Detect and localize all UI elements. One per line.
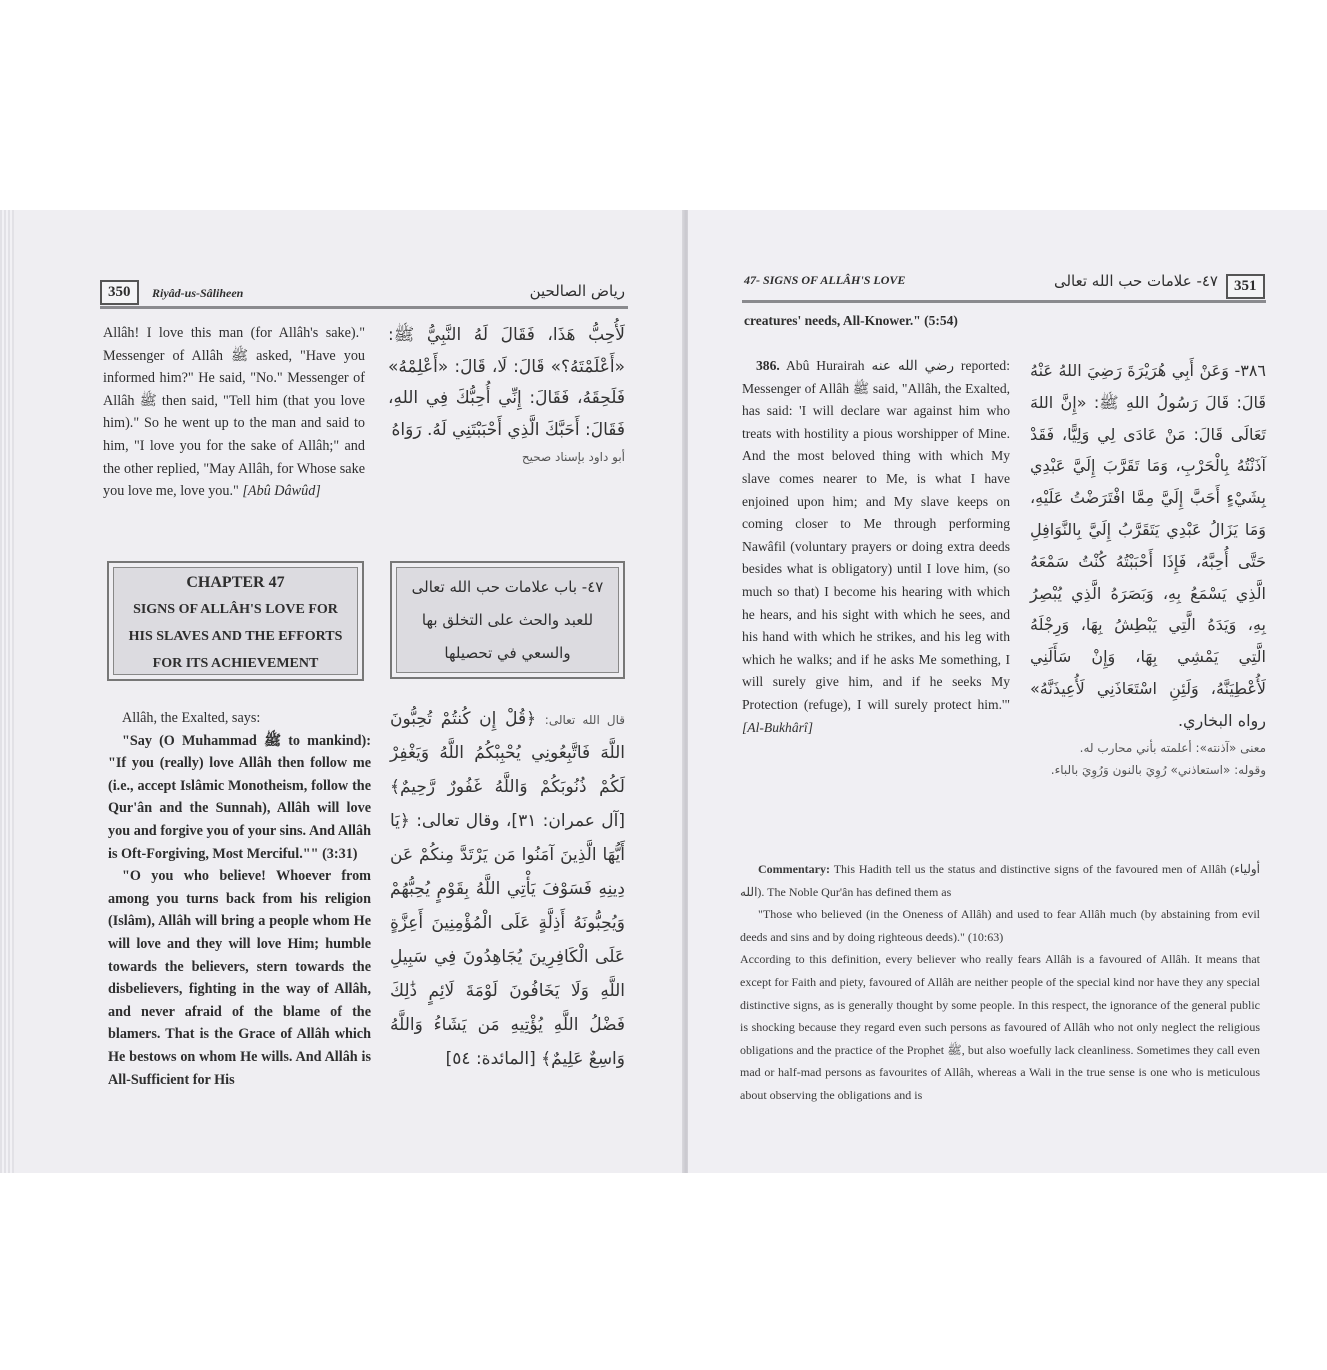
arabic-verses-intro: قال الله تعالى: [544,713,626,727]
page-number: 351 [1226,274,1265,299]
chapter-number: CHAPTER 47 [186,574,285,591]
chapter-heading-arabic-box [390,561,625,679]
commentary-paragraph-3: According to this definition, every believer who really fears Allâh is a favoured of Allâh. It means that except for Faith and piety, favoured of Allâh are neither people of the special kind nor have they any special distinctive signs, as is generally thought by some people. In this respect, the ignorance of the general public is shocking because they regard even such persons as favoured of Allâh who not only neglect the religious obligations and the practice of the Prophet ﷺ, but also woefully lack cleanliness. Sometimes they call even mad or half-mad persons as favourites of Allâh, whereas a Wali in the true sense is one who is meticulous about observing the obligations and is [740,952,1260,1102]
english-verses-block [108,707,371,1091]
running-header-arabic: رياض الصالحين [529,282,625,300]
header-rule [742,300,1266,303]
verse-3-31: "Say (O Muhammad ﷺ to mankind): "If you (really) love Allâh then follow me (i.e., accept Islâmic Monotheism, follow the Qur'ân and the Sunnah), Allâh will love you and forgive you of your sins. And Allâh is Oft-Forgiving, Most Merciful."" (3:31) [108,732,372,862]
chapter-title: SIGNS OF ALLÂH'S LOVE FOR HIS SLAVES AND THE EFFORTS FOR ITS ACHIEVEMENT [128,602,343,671]
arabic-text-block [388,320,625,468]
commentary-paragraph-1: This Hadith tell us the status and distinctive signs of the favoured men of Allâh (أولياء الله). The Noble Qur'ân has defined them as [740,862,1260,899]
open-book [0,210,1327,1173]
commentary-label: Commentary: [758,862,830,876]
arabic-hadith-block [1030,355,1266,781]
verse-continuation: creatures' needs, All-Knower." (5:54) [744,313,958,328]
chapter-title-arabic: ٤٧- باب علامات حب الله تعالى للعبد والحث على التخلق بها والسعي في تحصيلها [411,578,604,662]
page-edges [0,210,14,1173]
arabic-hadith-source: أبو داود بإسناد صحيح [521,450,625,464]
hadith-source: [Al-Bukhârî] [742,719,813,735]
english-hadith-block [742,355,1010,739]
arabic-note-1: معنى «آذنته»: أعلمته بأني محارب له. [1079,740,1266,755]
running-header-title: Riyâd-us-Sâliheen [152,286,244,300]
arabic-note-2: وقوله: «استعاذني» رُوِيَ بالنون وَرُوِيَ بالباء. [1050,762,1266,777]
page-number: 350 [100,280,139,305]
verses-intro: Allâh, the Exalted, says: [122,710,261,726]
arabic-verses: ﴿قُلْ إِن كُنتُمْ تُحِبُّونَ اللَّهَ فَاتَّبِعُونِي يُحْبِبْكُمُ اللَّهُ وَيَغْفِرْ لَكُمْ ذُنُوبَكُمْ وَاللَّهُ غَفُورٌ رَّحِيمٌ﴾ [آل عمران: ٣١]، وقال تعالى: ﴿يَا أَيُّهَا الَّذِينَ آمَنُوا مَن يَرْتَدَّ مِنكُمْ عَن دِينِهِ فَسَوْفَ يَأْتِي اللَّهُ بِقَوْمٍ يُحِبُّهُمْ وَيُحِبُّونَهُ أَذِلَّةٍ عَلَى الْمُؤْمِنِينَ أَعِزَّةٍ عَلَى الْكَافِرِينَ يُجَاهِدُونَ فِي سَبِيلِ اللَّهِ وَلَا يَخَافُونَ لَوْمَةَ لَائِمٍ ذَٰلِكَ فَضْلُ اللَّهِ يُؤْتِيهِ مَن يَشَاءُ وَاللَّهُ وَاسِعٌ عَلِيمٌ﴾ [المائدة: ٥٤] [390,709,625,1069]
english-text-block [103,322,365,503]
running-header-title: 47- SIGNS OF ALLÂH'S LOVE [744,273,906,287]
arabic-hadith-continuation: لَأُحِبُّ هَذَا، فَقَالَ لَهُ النَّبِيُّ ﷺ: «أَعْلَمْتَهُ؟» قَالَ: لَا، قَالَ: «أَعْلِمْهُ» فَلَحِقَهُ، فَقَالَ: إِنِّي أُحِبُّكَ فِي اللهِ، فَقَالَ: أَحَبَّكَ الَّذِي أَحْبَبْتَنِي لَهُ. رَوَاهُ [388,325,625,440]
commentary-paragraph-2: "Those who believed (in the Oneness of Allâh) and used to fear Allâh much (by abstaining from evil deeds and sins and by doing righteous deeds)." (10:63) [740,907,1260,944]
arabic-hadith: ٣٨٦- وَعَنْ أَبِي هُرَيْرَةَ رَضِيَ اللهُ عَنْهُ قَالَ: قَالَ رَسُولُ اللهِ ﷺ: «إِنَّ اللهَ تَعَالَى قَالَ: مَنْ عَادَى لِي وَلِيًّا، فَقَدْ آذَنْتُهُ بِالْحَرْبِ، وَمَا تَقَرَّبَ إِلَيَّ عَبْدِي بِشَيْءٍ أَحَبَّ إِلَيَّ مِمَّا افْتَرَضْتُ عَلَيْهِ، وَمَا يَزَالُ عَبْدِي يَتَقَرَّبُ إِلَيَّ بِالنَّوَافِلِ حَتَّى أُحِبَّهُ، فَإِذَا أَحْبَبْتُهُ كُنْتُ سَمْعَهُ الَّذِي يَسْمَعُ بِهِ، وَبَصَرَهُ الَّذِي يُبْصِرُ بِهِ، وَيَدَهُ الَّتِي يَبْطِشُ بِهَا، وَرِجْلَهُ الَّتِي يَمْشِي بِهَا، وَإِنْ سَأَلَنِي لَأُعْطِيَنَّهُ، وَلَئِنِ اسْتَعَاذَنِي لَأُعِيذَنَّهُ» رواه البخاري. [1030,361,1266,730]
running-header-arabic: ٤٧- علامات حب الله تعالى [1053,272,1218,290]
header-rule [100,306,628,309]
hadith-number: 386. [756,358,780,373]
arabic-verses-block [390,702,625,1076]
chapter-heading-box [107,561,364,681]
commentary-block [740,858,1260,1107]
hadith-continuation: Allâh! I love this man (for Allâh's sake)." Messenger of Allâh ﷺ asked, "Have you informed him?" He said, "No." Messenger of Allâh ﷺ then said, "Tell him (that you love him)." So he went up to the man and said to him, "I love you for the sake of Allâh;" and the other replied, "May Allâh, for Whose sake you love me, love you." [103,325,366,500]
hadith-text: Abû Hurairah رضي الله عنه reported: Messenger of Allâh ﷺ said, "Allâh, the Exalted, has said: 'I will declare war against him who treats with hostility a pious worshipper of Mine. And the most beloved thing with which My slave comes nearer to Me, is what I have enjoined upon him; and My slave keeps on coming closer to Me through performing Nawâfil (voluntary prayers or doing extra deeds besides what is obligatory) until I love him, (so much so that) I become his hearing with which he hears, and his sight with which he sees, and his hand with which he strikes, and his leg with which he walks; and if he asks Me something, I will surely give him, and if he seeks My Protection (refuge), I will surely protect him.'" [742,358,1011,712]
hadith-source: [Abû Dâwûd] [242,483,321,500]
verse-5-54: "O you who believe! Whoever from among you turns back from his religion (Islâm), Allâh will bring a people whom He will love and they will love Him; humble towards the believers, stern towards the disbelievers, fighting in the way of Allâh, and never afraid of the blame of the blamers. That is the Grace of Allâh which He bestows on whom He wills. And Allâh is All-Sufficient for His [108,868,371,1088]
left-page [0,210,684,1173]
